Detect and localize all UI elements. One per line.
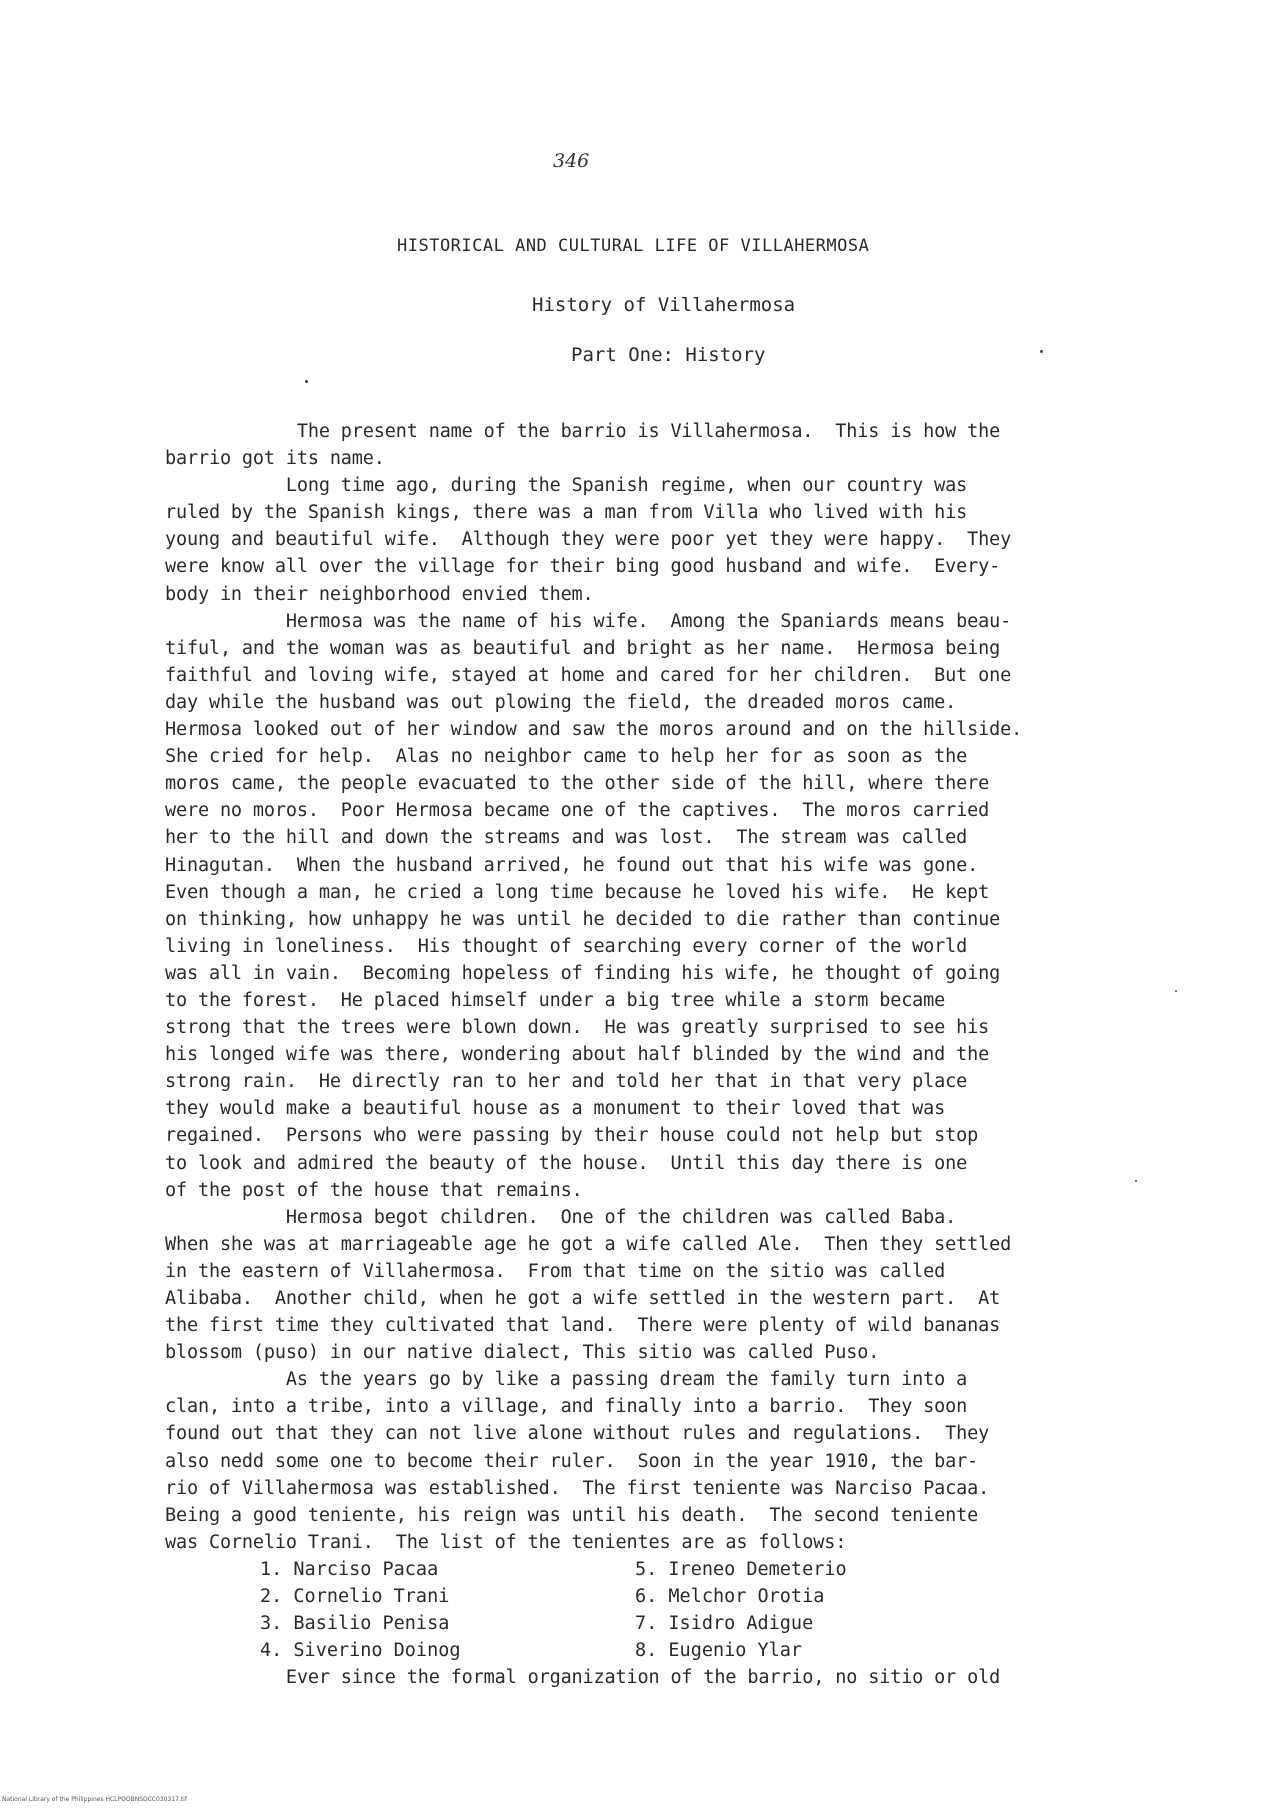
body-text — [165, 418, 1125, 1691]
text-line: were know all over the village for their bing good husband and wife. Every- — [165, 556, 1001, 578]
page-number: 346 — [553, 150, 590, 172]
text-line: Being a good teniente, his reign was until his death. The second teniente — [165, 1504, 979, 1526]
text-line: the first time they cultivated that land. There were plenty of wild bananas — [165, 1315, 1001, 1337]
list-item: 6. Melchor Orotia — [635, 1586, 825, 1608]
text-line: Hermosa looked out of her window and saw the moros around and on the hillside. — [165, 719, 1023, 741]
scan-speck — [1135, 1180, 1137, 1182]
text-line: tiful, and the woman was as beautiful and bright as her name. Hermosa being — [165, 637, 1001, 659]
list-item: 3. Basilio Penisa — [260, 1613, 450, 1635]
text-line: her to the hill and down the streams and was lost. The stream was called — [165, 827, 968, 849]
text-line: they would make a beautiful house as a monument to their loved that was — [165, 1098, 946, 1120]
text-line: in the eastern of Villahermosa. From that time on the sitio was called — [165, 1260, 946, 1282]
text-line: barrio got its name. — [165, 448, 385, 470]
list-row — [165, 1556, 1125, 1583]
list-row — [165, 1583, 1125, 1610]
document-subtitle: History of Villahermosa — [532, 294, 796, 316]
text-line: strong that the trees were blown down. He was greatly surprised to see his — [165, 1017, 990, 1039]
text-line: Alibaba. Another child, when he got a wife settled in the western part. At — [165, 1288, 1001, 1309]
text-line: When she was at marriageable age he got a wife called Ale. Then they settled — [165, 1233, 1012, 1255]
list-item: 7. Isidro Adigue — [635, 1613, 814, 1635]
text-line: body in their neighborhood envied them. — [165, 583, 594, 605]
text-line: strong rain. He directly ran to her and told her that in that very place — [165, 1071, 968, 1093]
text-line: to the forest. He placed himself under a big tree while a storm became — [165, 989, 946, 1011]
list-item: 1. Narciso Pacaa — [260, 1558, 439, 1580]
text-line: She cried for help. Alas no neighbor came to help her for as soon as the — [165, 746, 968, 768]
text-line: Even though a man, he cried a long time because he loved his wife. He kept — [165, 881, 990, 903]
text-line: Hermosa was the name of his wife. Among the Spaniards means beau- — [165, 610, 1012, 632]
text-line: living in loneliness. His thought of searching every corner of the world — [165, 935, 968, 957]
text-line: to look and admired the beauty of the house. Until this day there is one — [165, 1152, 968, 1174]
list-row — [165, 1637, 1125, 1664]
text-line: Ever since the formal organization of the barrio, no sitio or old — [165, 1667, 1001, 1689]
text-line: moros came, the people evacuated to the other side of the hill, where there — [165, 773, 990, 795]
scan-speck — [1175, 990, 1177, 992]
text-line: Hermosa begot children. One of the children was called Baba. — [165, 1206, 957, 1228]
list-item: 4. Siverino Doinog — [260, 1640, 461, 1662]
text-line: faithful and loving wife, stayed at home and cared for her children. But one — [165, 664, 1012, 686]
text-line: As the years go by like a passing dream the family turn into a — [165, 1369, 968, 1391]
text-line: found out that they can not live alone without rules and regulations. They — [165, 1423, 990, 1445]
list-item: 8. Eugenio Ylar — [635, 1640, 803, 1662]
text-line: Hinagutan. When the husband arrived, he found out that his wife was gone. — [165, 854, 979, 876]
text-line: The present name of the barrio is Villahermosa. This is how the — [165, 421, 1001, 442]
text-line: was all in vain. Becoming hopeless of finding his wife, he thought of going — [165, 962, 1001, 984]
document-title: HISTORICAL AND CULTURAL LIFE OF VILLAHERMOSA — [397, 236, 870, 256]
text-line: Long time ago, during the Spanish regime, when our country was — [165, 475, 968, 497]
scan-footer: National Library of the Philippines HCLPOOBNSDCC030317.tif — [2, 1796, 187, 1803]
text-line: was Cornelio Trani. The list of the tenientes are as follows: — [165, 1531, 847, 1553]
text-line: regained. Persons who were passing by their house could not help but stop — [165, 1125, 979, 1147]
text-line: also nedd some one to become their ruler. Soon in the year 1910, the bar- — [165, 1450, 979, 1472]
text-line: rio of Villahermosa was established. The first teniente was Narciso Pacaa. — [165, 1477, 990, 1499]
text-line: clan, into a tribe, into a village, and finally into a barrio. They soon — [165, 1396, 968, 1418]
text-line: day while the husband was out plowing the field, the dreaded moros came. — [165, 691, 957, 713]
list-item: 5. Ireneo Demeterio — [635, 1558, 847, 1580]
text-line: ruled by the Spanish kings, there was a man from Villa who lived with his — [165, 502, 968, 524]
text-line: on thinking, how unhappy he was until he decided to die rather than continue — [165, 908, 1001, 930]
text-line: were no moros. Poor Hermosa became one of the captives. The moros carried — [165, 800, 990, 822]
list-item: 2. Cornelio Trani — [260, 1586, 450, 1608]
scan-speck — [1040, 350, 1043, 353]
tenientes-list — [165, 1556, 1125, 1664]
section-heading: Part One: History — [571, 344, 766, 366]
scan-speck — [305, 380, 308, 383]
text-line: blossom (puso) in our native dialect, This sitio was called Puso. — [165, 1342, 880, 1364]
list-row — [165, 1610, 1125, 1637]
text-line: of the post of the house that remains. — [165, 1179, 583, 1201]
text-line: his longed wife was there, wondering about half blinded by the wind and the — [165, 1044, 990, 1066]
text-line: young and beautiful wife. Although they were poor yet they were happy. They — [165, 529, 1012, 551]
